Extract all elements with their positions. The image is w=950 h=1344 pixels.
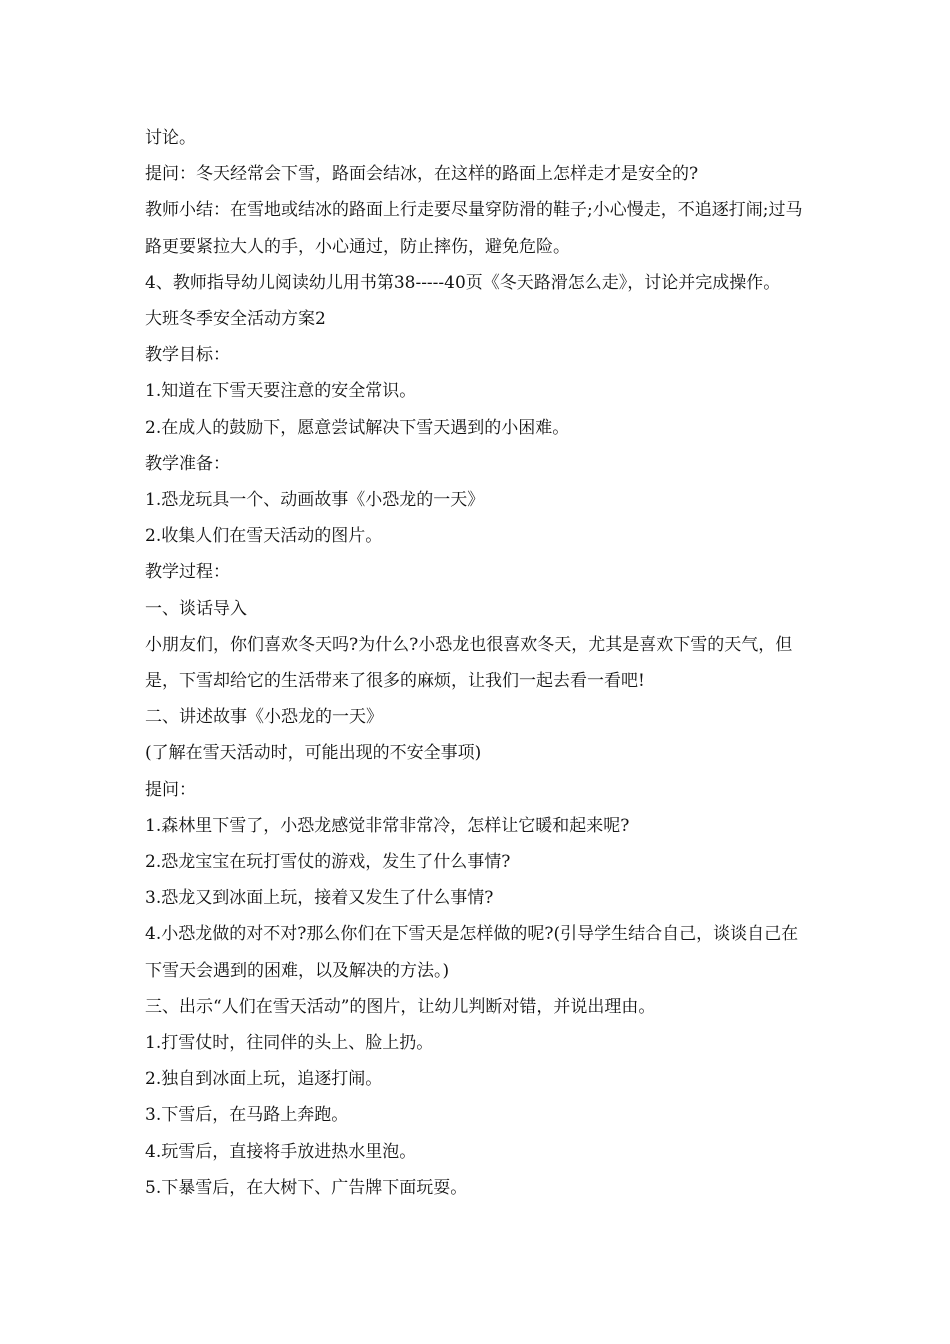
picture-item-4: 4.玩雪后，直接将手放进热水里泡。 xyxy=(145,1141,417,1162)
heading-teaching-goals: 教学目标： xyxy=(145,345,230,366)
question-item-2: 2.恐龙宝宝在玩打雪仗的游戏，发生了什么事情? xyxy=(145,852,511,873)
step-3-heading: 三、出示“人们在雪天活动”的图片，让幼儿判断对错，并说出理由。 xyxy=(145,996,656,1017)
preparation-item-1: 1.恐龙玩具一个、动画故事《小恐龙的一天》 xyxy=(145,490,485,511)
preparation-item-2: 2.收集人们在雪天活动的图片。 xyxy=(145,526,383,547)
question-item-3: 3.恐龙又到冰面上玩，接着又发生了什么事情? xyxy=(145,888,494,909)
paragraph-step-4-reading: 4、教师指导幼儿阅读幼儿用书第38-----40页《冬天路滑怎么走》，讨论并完成操作。 xyxy=(145,272,781,293)
picture-item-1: 1.打雪仗时，往同伴的头上、脸上扔。 xyxy=(145,1033,434,1054)
step-2-note: (了解在雪天活动时，可能出现的不安全事项) xyxy=(145,743,482,764)
heading-teaching-process: 教学过程： xyxy=(145,562,230,583)
step-2-heading: 二、讲述故事《小恐龙的一天》 xyxy=(145,707,383,728)
document-body xyxy=(145,120,815,1206)
paragraph-question-icy-road: 提问：冬天经常会下雪，路面会结冰，在这样的路面上怎样走才是安全的? xyxy=(145,164,699,185)
question-item-4: 4.小恐龙做的对不对?那么你们在下雪天是怎样做的呢?(引导学生结合自己，谈谈自己在下雪天会遇到的困难，以及解决的方法。) xyxy=(145,924,799,981)
goal-item-2: 2.在成人的鼓励下，愿意尝试解决下雪天遇到的小困难。 xyxy=(145,417,570,438)
step-1-heading: 一、谈话导入 xyxy=(145,598,247,619)
picture-item-3: 3.下雪后，在马路上奔跑。 xyxy=(145,1105,349,1126)
paragraph-discussion: 讨论。 xyxy=(145,128,196,148)
paragraph-teacher-summary: 教师小结：在雪地或结冰的路面上行走要尽量穿防滑的鞋子;小心慢走，不追逐打闹;过马路更要紧拉大人的手，小心通过，防止摔伤，避免危险。 xyxy=(145,200,803,257)
heading-teaching-preparation: 教学准备： xyxy=(145,453,230,474)
question-heading: 提问： xyxy=(145,779,196,800)
step-1-paragraph: 小朋友们，你们喜欢冬天吗?为什么?小恐龙也很喜欢冬天，尤其是喜欢下雪的天气，但是，下雪却给它的生活带来了很多的麻烦，让我们一起去看一看吧! xyxy=(145,634,793,692)
goal-item-1: 1.知道在下雪天要注意的安全常识。 xyxy=(145,381,417,402)
picture-item-5: 5.下暴雪后，在大树下、广告牌下面玩耍。 xyxy=(145,1177,468,1198)
picture-item-2: 2.独自到冰面上玩，追逐打闹。 xyxy=(145,1069,383,1090)
question-item-1: 1.森林里下雪了，小恐龙感觉非常非常冷，怎样让它暖和起来呢? xyxy=(145,815,630,836)
section-title-plan-2: 大班冬季安全活动方案2 xyxy=(145,309,326,330)
